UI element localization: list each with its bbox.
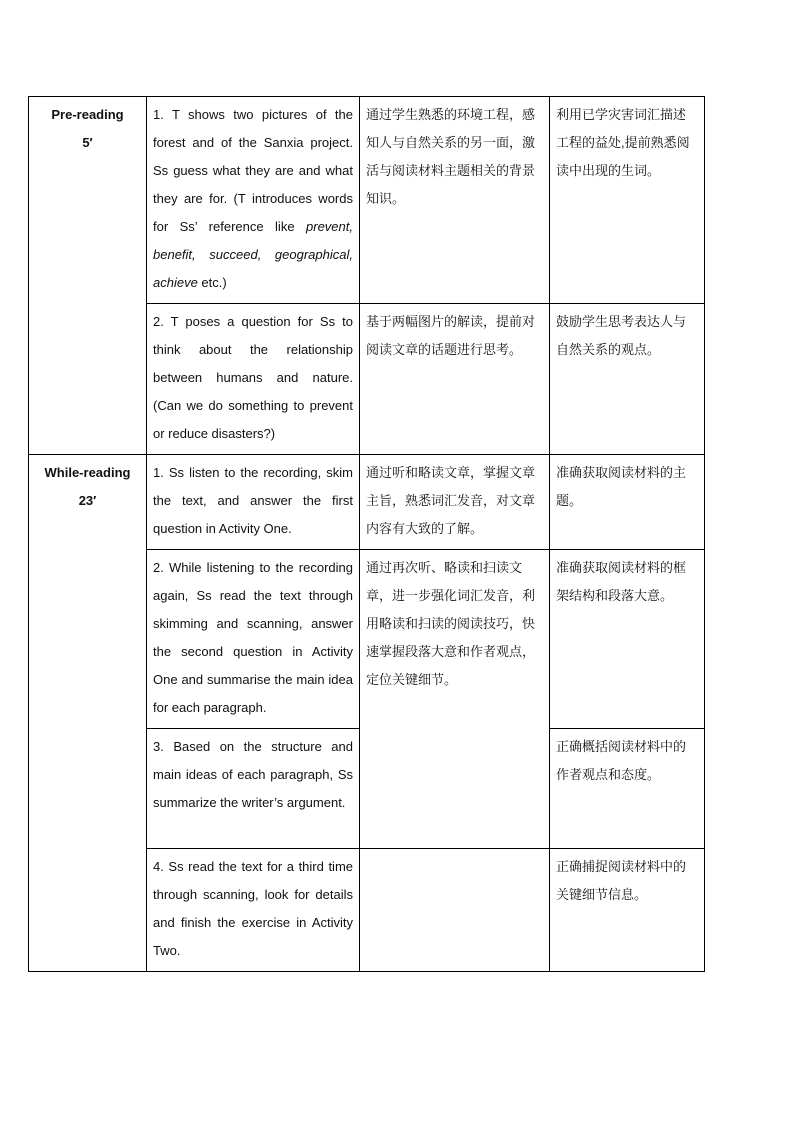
design-cell: 利用已学灾害词汇描述工程的益处,提前熟悉阅读中出现的生词。 [550,97,705,304]
activity-text: 1. T shows two pictures of the forest and of the Sanxia project. Ss guess what they are and what they are for. (T introduces words for Ss’ reference like [153,107,353,234]
purpose-cell: 通过再次听、略读和扫读文章，进一步强化词汇发音，利用略读和扫读的阅读技巧，快速掌握段落大意和作者观点，定位关键细节。 [360,550,550,849]
table-row [29,97,705,304]
activity-cell: 3. Based on the structure and main ideas of each paragraph, Ss summarize the writer’s argument. [147,729,360,849]
stage-name: Pre-reading [51,107,124,122]
stage-cell-pre-reading [29,97,147,455]
design-cell: 准确获取阅读材料的框架结构和段落大意。 [550,550,705,729]
purpose-cell: 通过听和略读文章，掌握文章主旨，熟悉词汇发音，对文章内容有大致的了解。 [360,455,550,550]
purpose-cell: 通过学生熟悉的环境工程，感知人与自然关系的另一面，激活与阅读材料主题相关的背景知识。 [360,97,550,304]
activity-cell: 2. T poses a question for Ss to think about the relationship between humans and nature. (Can we do something to prevent or reduce disasters?) [147,304,360,455]
design-cell: 准确获取阅读材料的主题。 [550,455,705,550]
lesson-plan-table [28,96,705,972]
table-row [29,455,705,550]
stage-time: 5′ [82,135,93,150]
design-cell: 正确概括阅读材料中的作者观点和态度。 [550,729,705,849]
activity-cell: 2. While listening to the recording again, Ss read the text through skimming and scanning, answer the second question in Activity One and summarise the main idea for each paragraph. [147,550,360,729]
vocabulary-list: prevent, benefit, succeed, geographical, achieve [153,219,353,290]
design-cell: 鼓励学生思考表达人与自然关系的观点。 [550,304,705,455]
activity-cell: 1. Ss listen to the recording, skim the text, and answer the first question in Activity One. [147,455,360,550]
design-cell: 正确捕捉阅读材料中的关键细节信息。 [550,849,705,972]
activity-cell [147,97,360,304]
activity-cell: 4. Ss read the text for a third time through scanning, look for details and finish the exercise in Activity Two. [147,849,360,972]
stage-cell-while-reading [29,455,147,972]
stage-time: 23′ [78,493,97,508]
purpose-cell: 基于两幅图片的解读，提前对阅读文章的话题进行思考。 [360,304,550,455]
activity-text-end: etc.) [197,275,227,290]
purpose-cell [360,849,550,972]
stage-name: While-reading [44,465,131,480]
